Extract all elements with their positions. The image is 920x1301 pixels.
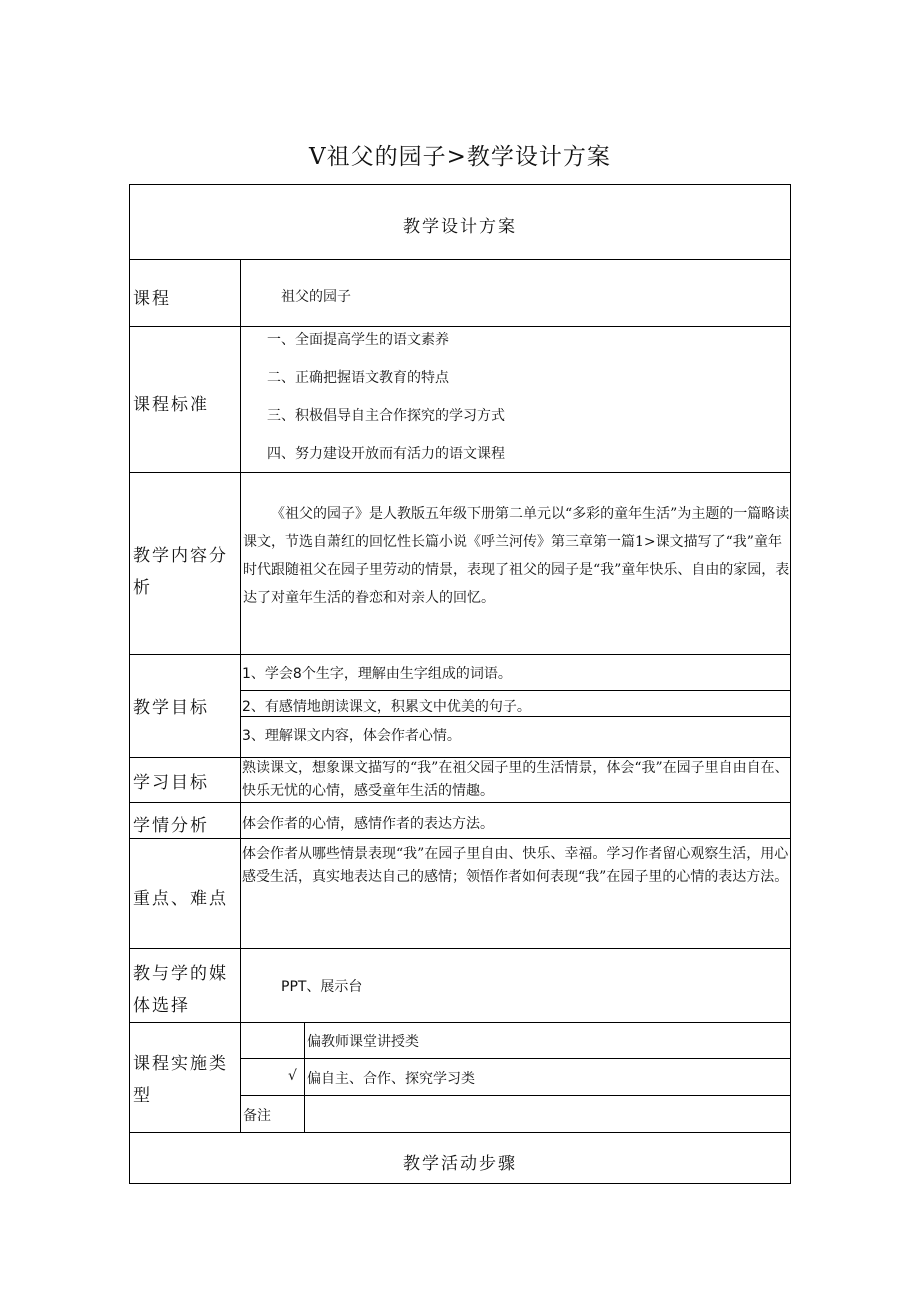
implementation-label-text: 课程实施类型 (133, 1054, 228, 1106)
checkmark: √ (288, 1068, 297, 1084)
implementation-option: 偏教师课堂讲授类 (307, 1034, 419, 1050)
media-value: PPT、展示台 (281, 979, 363, 995)
remarks-label: 备注 (243, 1108, 271, 1124)
learning-goals-label: 学习目标 (133, 773, 209, 793)
sub-row-divider (240, 1058, 791, 1059)
media-label-text: 教与学的媒体选择 (133, 964, 228, 1016)
page-title: V祖父的园子>教学设计方案 (309, 144, 611, 170)
standard-item: 二、正确把握语文教育的特点 (267, 370, 449, 386)
table-header: 教学设计方案 (403, 217, 517, 237)
row-divider (129, 838, 791, 839)
content-analysis-text: 《祖父的园子》是人教版五年级下册第二单元以“多彩的童年生活”为主题的一篇略读课文，节选自萧红的回忆性长篇小说《呼兰河传》第三章第一篇1>课文描写了“我”童年时代跟随祖父在园子里劳动的情景，表现了祖父的园子是“我”童年快乐、自由的家园，表达了对童年生活的眷恋和对亲人的回忆。 (243, 506, 790, 606)
teaching-goals-label: 教学目标 (133, 698, 209, 718)
content-analysis-label (133, 540, 237, 604)
teaching-goal-item: 1、学会8个生字，理解由生字组成的词语。 (242, 666, 512, 682)
course-value: 祖父的园子 (281, 289, 351, 305)
standard-item: 三、积极倡导自主合作探究的学习方式 (267, 408, 505, 424)
row-divider (129, 259, 791, 260)
row-divider (129, 1022, 791, 1023)
sub-row-divider (240, 1095, 791, 1096)
key-points-text: 体会作者从哪些情景表现“我”在园子里自由、快乐、幸福。学习作者留心观察生活，用心感受生活，真实地表达自己的感情；领悟作者如何表现“我”在园子里的心情的表达方法。 (242, 846, 789, 885)
standard-item: 四、努力建设开放而有活力的语文课程 (267, 446, 505, 462)
teaching-goal-item: 2、有感情地朗读课文，积累文中优美的句子。 (242, 699, 531, 715)
column-divider (304, 1022, 305, 1132)
row-divider (129, 326, 791, 327)
learner-analysis-label: 学情分析 (133, 816, 209, 836)
course-label: 课程 (133, 289, 171, 309)
standard-label: 课程标准 (133, 395, 209, 415)
key-points-label: 重点、难点 (133, 889, 228, 909)
implementation-label (133, 1048, 237, 1112)
column-divider (240, 259, 241, 1132)
row-divider (129, 654, 791, 655)
implementation-option: 偏自主、合作、探究学习类 (307, 1071, 475, 1087)
learning-goals-text: 熟读课文，想象课文描写的“我”在祖父园子里的生活情景，体会“我”在园子里自由自在、快乐无忧的心情，感受童年生活的情趣。 (242, 760, 789, 799)
row-divider (129, 472, 791, 473)
content-analysis-label-text: 教学内容分析 (133, 546, 228, 598)
row-divider (129, 948, 791, 949)
teaching-goal-item: 3、理解课文内容，体会作者心情。 (242, 728, 461, 744)
design-table (129, 184, 791, 1184)
learner-analysis-text: 体会作者的心情，感情作者的表达方法。 (242, 816, 494, 832)
sub-row-divider (240, 690, 791, 691)
activity-steps-header: 教学活动步骤 (403, 1154, 517, 1174)
media-label (133, 958, 237, 1022)
row-divider (129, 1132, 791, 1133)
standard-item: 一、全面提高学生的语文素养 (267, 332, 449, 348)
sub-row-divider (240, 716, 791, 717)
